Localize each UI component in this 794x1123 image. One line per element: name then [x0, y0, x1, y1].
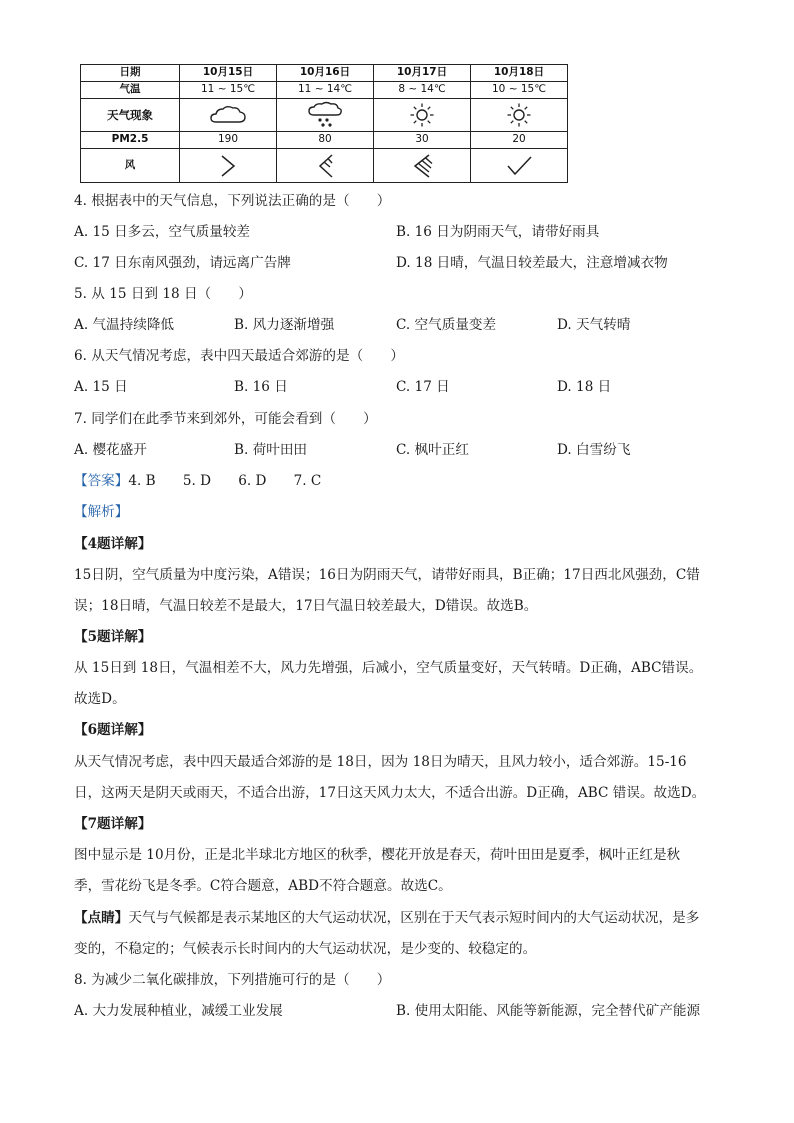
row-label: 气温 — [81, 82, 180, 99]
sun-icon — [505, 102, 533, 128]
temp-cell: 10 ~ 15℃ — [471, 82, 568, 99]
temp-cell: 11 ~ 14℃ — [277, 82, 374, 99]
tip-tag: 【点睛】 — [74, 910, 129, 926]
question-5-stem: 5. 从 15 日到 18 日（ ） — [74, 286, 252, 302]
q5-option-d: D. 天气转晴 — [557, 317, 631, 333]
detail-6-line-1: 从天气情况考虑，表中四天最适合郊游的是 18日，因为 18日为晴天，且风力较小，适合郊游。15-16 — [74, 754, 687, 770]
header-cell: 10月15日 — [180, 65, 277, 82]
cloud-icon — [208, 103, 248, 127]
row-label: PM2.5 — [81, 132, 180, 149]
pm-cell: 20 — [471, 132, 568, 149]
question-4-stem: 4. 根据表中的天气信息，下列说法正确的是（ ） — [74, 193, 391, 209]
table-row-pm25 — [81, 132, 568, 149]
header-cell: 10月17日 — [374, 65, 471, 82]
q4-option-d: D. 18 日晴，气温日较差最大，注意增减衣物 — [396, 255, 668, 271]
table-row-weather — [81, 99, 568, 132]
table-row-wind — [81, 149, 568, 183]
answer-text: 4. B 5. D 6. D 7. C — [128, 473, 322, 489]
answer-tag: 【答案】 — [74, 473, 129, 489]
weather-table — [80, 64, 568, 183]
rain-cloud-icon — [307, 101, 343, 129]
tip-line-1 — [74, 912, 699, 926]
temp-cell: 8 ~ 14℃ — [374, 82, 471, 99]
q4-option-b: B. 16 日为阴雨天气，请带好雨具 — [396, 224, 600, 240]
pm-cell: 80 — [277, 132, 374, 149]
detail-4-line-1: 15日阴，空气质量为中度污染，A错误；16日为阴雨天气，请带好雨具，B正确；17日西北风强劲，C错 — [74, 567, 700, 583]
wind-cell — [374, 149, 471, 183]
q7-option-b: B. 荷叶田田 — [234, 442, 308, 458]
detail-5-line-1: 从 15日到 18日，气温相差不大，风力先增强，后减小，空气质量变好，天气转晴。D正确，ABC错误。 — [74, 660, 703, 676]
question-6-stem: 6. 从天气情况考虑，表中四天最适合郊游的是（ ） — [74, 348, 404, 364]
q6-option-a: A. 15 日 — [74, 379, 128, 395]
tip-text-1: 天气与气候都是表示某地区的大气运动状况，区别在于天气表示短时间内的大气运动状况，是多 — [128, 910, 700, 926]
wind-barb-1-icon — [504, 152, 534, 180]
header-cell: 10月16日 — [277, 65, 374, 82]
detail-6-line-2: 日，这两天是阴天或雨天，不适合出游，17日这天风力太大，不适合出游。D正确，ABC 错误。故选D。 — [74, 785, 706, 801]
q6-option-c: C. 17 日 — [396, 379, 450, 395]
q5-option-a: A. 气温持续降低 — [74, 317, 175, 333]
header-cell: 10月18日 — [471, 65, 568, 82]
wind-barb-4-icon — [407, 152, 437, 180]
q5-option-c: C. 空气质量变差 — [396, 317, 497, 333]
table-row-date — [81, 65, 568, 82]
q7-option-c: C. 枫叶正红 — [396, 442, 469, 458]
detail-6-title: 【6题详解】 — [74, 722, 152, 738]
pm-cell: 30 — [374, 132, 471, 149]
q6-option-b: B. 16 日 — [234, 379, 288, 395]
pm-cell: 190 — [180, 132, 277, 149]
detail-4-title: 【4题详解】 — [74, 536, 152, 552]
wind-cell — [277, 149, 374, 183]
detail-7-title: 【7题详解】 — [74, 816, 152, 832]
q5-option-b: B. 风力逐渐增强 — [234, 317, 335, 333]
wind-barb-3-icon — [310, 152, 340, 180]
q4-option-c: C. 17 日东南风强劲，请远离广告牌 — [74, 255, 291, 271]
analysis-tag: 【解析】 — [74, 504, 129, 520]
detail-5-title: 【5题详解】 — [74, 629, 152, 645]
weather-cell — [180, 99, 277, 132]
weather-cell — [471, 99, 568, 132]
q4-option-a: A. 15 日多云，空气质量较差 — [74, 224, 251, 240]
tip-line-2: 变的，不稳定的；气候表示长时间内的大气运动状况，是少变的、较稳定的。 — [74, 941, 537, 957]
weather-cell — [277, 99, 374, 132]
detail-4-line-2: 误；18日晴，气温日较差不是最大，17日气温日较差最大，D错误。故选B。 — [74, 598, 538, 614]
q7-option-d: D. 白雪纷飞 — [557, 442, 631, 458]
temp-cell: 11 ~ 15℃ — [180, 82, 277, 99]
row-label: 风 — [81, 149, 180, 183]
question-7-stem: 7. 同学们在此季节来到郊外，可能会看到（ ） — [74, 411, 377, 427]
q7-option-a: A. 樱花盛开 — [74, 442, 147, 458]
q6-option-d: D. 18 日 — [557, 379, 612, 395]
detail-7-line-1: 图中显示是 10月份，正是北半球北方地区的秋季，樱花开放是春天，荷叶田田是夏季，枫叶正红是秋 — [74, 847, 681, 863]
sun-icon — [408, 102, 436, 128]
row-label: 天气现象 — [81, 99, 180, 132]
wind-barb-2-icon — [213, 152, 243, 180]
table-row-temp — [81, 82, 568, 99]
answer-line — [74, 475, 321, 489]
wind-cell — [471, 149, 568, 183]
header-cell: 日期 — [81, 65, 180, 82]
detail-5-line-2: 故选D。 — [74, 691, 126, 707]
q8-option-a: A. 大力发展种植业，减缓工业发展 — [74, 1003, 283, 1019]
q8-option-b: B. 使用太阳能、风能等新能源，完全替代矿产能源 — [396, 1003, 701, 1019]
question-8-stem: 8. 为减少二氧化碳排放，下列措施可行的是（ ） — [74, 972, 391, 988]
detail-7-line-2: 季，雪花纷飞是冬季。C符合题意，ABD不符合题意。故选C。 — [74, 878, 452, 894]
wind-cell — [180, 149, 277, 183]
weather-cell — [374, 99, 471, 132]
